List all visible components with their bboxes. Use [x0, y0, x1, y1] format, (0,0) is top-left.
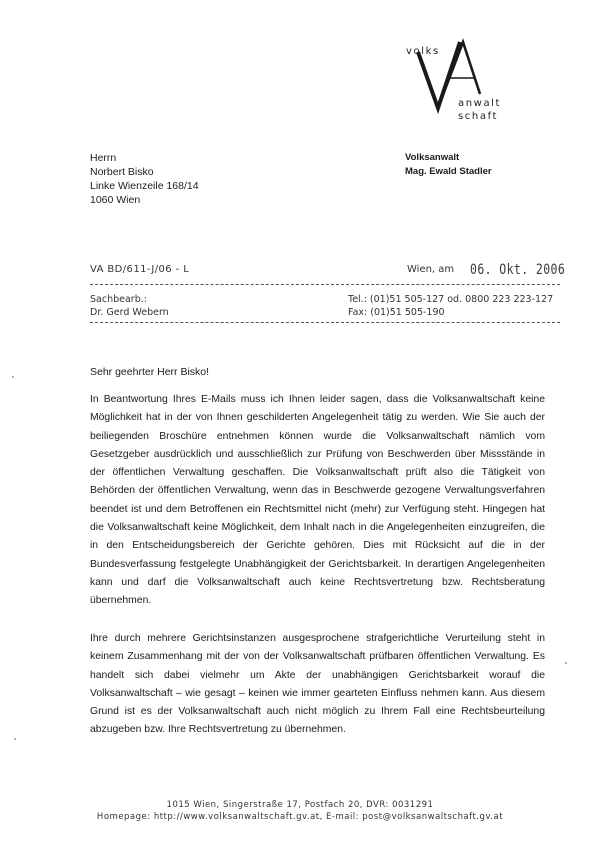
date-stamp: 06. Okt. 2006	[470, 262, 566, 278]
volksanwaltschaft-logo	[400, 38, 520, 130]
body-paragraph: In Beantwortung Ihres E-Mails muss ich Ihnen leider sagen, dass die Volksanwaltschaft keine Möglichkeit hat in der von Ihnen geschilderten Angelegenheit tätig zu werden. Wie Sie auch der beiliegenden Broschüre entnehmen können wurde die Volksanwaltschaft nämlich vom Gesetzgeber ausdrücklich und ausschließlich zur Prüfung von Beschwerden über Missstände in der öffentlichen Verwaltung geschaffen. Die Volksanwaltschaft prüft also die Tätigkeit von Behörden der öffentlichen Verwaltung, wenn das in Beschwerde gezogene Verwaltungsverfahren beendet ist und dem Betroffenen ein Rechtsmittel nicht (mehr) zur Verfügung steht. Hingegen hat die Volksanwaltschaft keine Möglichkeit, dem Inhalt nach in die Angelegenheiten einzugreifen, die in den Entscheidungsbereich der Gerichte gehören. Dies mit Rücksicht auf die in der Bundesverfassung festgelegte Unabhängigkeit der Gerichtsbarkeit. In derartigen Angelegenheiten kann und darf die Volksanwaltschaft auch keine Rechtsvertretung bzw. Rechtsberatung übernehmen.	[90, 394, 545, 607]
reference-number: VA BD/611-J/06 - L	[90, 264, 190, 275]
letter-salutation: Sehr geehrter Herr Bisko!	[90, 366, 210, 378]
clerk-name: Dr. Gerd Webern	[90, 307, 169, 318]
divider-bottom	[90, 322, 560, 323]
recipient-salutation: Herrn	[90, 152, 117, 164]
sender-block	[405, 151, 492, 179]
recipient-city: 1060 Wien	[90, 194, 141, 206]
recipient-address	[90, 151, 199, 207]
scan-speck	[565, 662, 567, 664]
footer-address: 1015 Wien, Singerstraße 17, Postfach 20, DVR: 0031291	[166, 800, 434, 810]
recipient-name: Norbert Bisko	[90, 166, 154, 178]
scan-speck	[12, 376, 14, 378]
clerk-label: Sachbearb.:	[90, 294, 147, 305]
place-label: Wien, am	[407, 264, 455, 275]
contact-tel: Tel.: (01)51 505-127 od. 0800 223 223-127	[348, 294, 554, 305]
clerk-block	[90, 293, 169, 319]
recipient-street: Linke Wienzeile 168/14	[90, 180, 199, 192]
logo-word-volks: volks	[406, 46, 440, 57]
divider-top	[90, 284, 560, 285]
logo-word-schaft: schaft	[458, 111, 499, 122]
contact-fax: Fax: (01)51 505-190	[348, 307, 445, 318]
body-paragraph: Ihre durch mehrere Gerichtsinstanzen ausgesprochene strafgerichtliche Verurteilung steht in keinem Zusammenhang mit der von der Volksanwaltschaft prüfbaren öffentlichen Verwaltung. Es handelt sich dabei vielmehr um Akte der unabhängigen Gerichtsbarkeit worauf die Volksanwaltschaft – wie gesagt – keinen wie immer gearteten Einfluss nehmen kann. Aus diesem Grund ist es der Volksanwaltschaft auch nicht möglich zu Ihrem Fall eine Rechtsbeurteilung abzugeben bzw. Ihre Rechtsvertretung zu übernehmen.	[90, 633, 545, 736]
sender-name: Mag. Ewald Stadler	[405, 166, 492, 177]
contact-block	[348, 293, 553, 319]
footer-contact: Homepage: http://www.volksanwaltschaft.gv.at, E-mail: post@volksanwaltschaft.gv.at	[96, 812, 504, 822]
scan-speck	[14, 738, 16, 740]
logo-word-anwalt: anwalt	[458, 98, 502, 109]
sender-title: Volksanwalt	[405, 152, 460, 163]
